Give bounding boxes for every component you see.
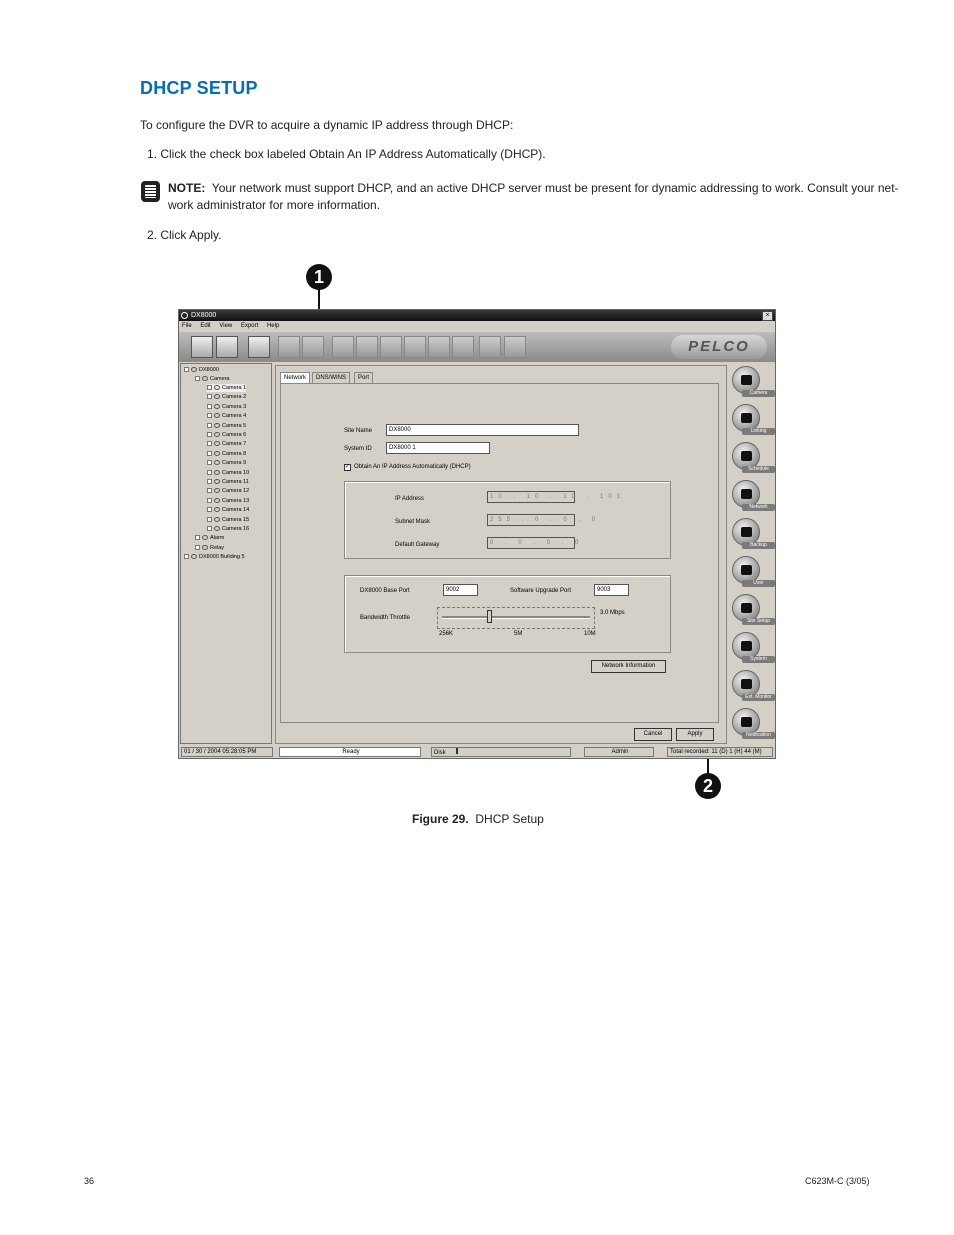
dvr-screenshot <box>178 309 776 759</box>
intro-text: To configure the DVR to acquire a dynamic IP address through DHCP: <box>140 118 514 132</box>
expand-icon <box>184 554 189 559</box>
disk-usage-bar <box>456 748 458 754</box>
expand-icon <box>207 488 212 493</box>
note-icon <box>141 181 160 202</box>
layout-5-button[interactable] <box>428 336 450 358</box>
camera-icon <box>214 517 220 522</box>
camera-group-icon <box>202 376 208 381</box>
user-category-label: User <box>742 580 775 587</box>
expand-icon <box>207 394 212 399</box>
schedule-category-label: Schedule <box>742 466 775 473</box>
tree-camera-item[interactable]: Camera 12 <box>207 487 249 495</box>
tree-building[interactable]: DX8000 Building 5 <box>184 553 245 561</box>
backup-category-label: Backup <box>742 542 775 549</box>
note-label: NOTE: <box>168 181 206 195</box>
toolbar-disabled-1[interactable] <box>278 336 300 358</box>
document-code: C623M-C (3/05) <box>805 1176 870 1186</box>
slider-track <box>442 616 590 619</box>
camera-icon <box>214 413 220 418</box>
tree-camera-item[interactable]: Camera 10 <box>207 469 249 477</box>
camera-icon <box>214 394 220 399</box>
toolbar <box>179 332 775 362</box>
tree-camera-item[interactable]: Camera 8 <box>207 450 246 458</box>
user-icon <box>741 565 752 575</box>
camera-icon <box>214 479 220 484</box>
toolbar-disabled-2[interactable] <box>302 336 324 358</box>
pelco-logo: PELCO <box>671 335 767 359</box>
system-id-label: System ID <box>344 446 372 452</box>
tree-camera-item[interactable]: Camera 2 <box>207 393 246 401</box>
notification-icon <box>741 717 752 727</box>
subnet-mask-input[interactable]: 255 . 0 . 0 . 0 <box>487 514 575 526</box>
note-line-1 <box>168 181 899 195</box>
callout-1: 1 <box>306 264 332 290</box>
expand-icon <box>207 507 212 512</box>
camera-icon <box>214 460 220 465</box>
dhcp-checkbox[interactable]: ✓ <box>345 464 351 470</box>
network-panel <box>280 383 719 723</box>
camera-icon <box>214 423 220 428</box>
slider-thumb[interactable] <box>487 610 492 623</box>
tree-camera-item[interactable]: Camera 16 <box>207 525 249 533</box>
site-setup-category-label: Site Setup <box>742 618 775 625</box>
camera-icon <box>214 432 220 437</box>
tree-camera-item[interactable]: Camera 15 <box>207 516 249 524</box>
default-gateway-label: Default Gateway <box>395 542 440 548</box>
layout-6-button[interactable] <box>452 336 474 358</box>
expand-icon <box>207 423 212 428</box>
collapse-icon <box>195 376 200 381</box>
page-number: 36 <box>84 1176 95 1186</box>
camera-category-label: Camera <box>742 390 775 397</box>
tree-relay[interactable]: Relay <box>195 544 224 552</box>
dhcp-label: Obtain An IP Address Automatically (DHCP) <box>354 464 471 470</box>
apply-button[interactable]: Apply <box>676 728 714 741</box>
expand-icon <box>207 441 212 446</box>
camera-icon <box>214 441 220 446</box>
note-text-1: Your network must support DHCP, and an active DHCP server must be present for dynamic addressing to work. Consult your net- <box>211 181 899 195</box>
expand-icon <box>207 413 212 418</box>
upgrade-port-label: Software Upgrade Port <box>510 588 572 594</box>
layout-7-button[interactable] <box>479 336 501 358</box>
setup-category-bar <box>730 363 775 743</box>
tree-camera-item[interactable]: Camera 1 <box>207 384 246 392</box>
slider-tick-mid: 5M <box>514 631 523 637</box>
base-port-input[interactable]: 9002 <box>443 584 478 596</box>
tree-camera-item[interactable]: Camera 11 <box>207 478 249 486</box>
status-datetime: 01 / 30 / 2004 05:28:05 PM <box>181 747 273 757</box>
ip-address-input[interactable]: 10 . 10 . 10 . 101 <box>487 491 575 503</box>
callout-2: 2 <box>695 773 721 799</box>
cancel-button[interactable]: Cancel <box>634 728 672 741</box>
tree-camera-item[interactable]: Camera 6 <box>207 431 246 439</box>
bandwidth-slider[interactable] <box>437 607 595 629</box>
slider-tick-min: 256K <box>439 631 454 637</box>
subnet-mask-label: Subnet Mask <box>395 519 431 525</box>
setup-main-area <box>275 365 727 744</box>
menu-bar <box>179 321 775 331</box>
menu-help[interactable]: Help <box>266 323 280 329</box>
network-category-label: Network <box>742 504 775 511</box>
camera-icon <box>214 404 220 409</box>
upgrade-port-input[interactable]: 9003 <box>594 584 629 596</box>
site-name-input[interactable]: DX8000 <box>386 424 579 436</box>
backup-icon <box>741 527 752 537</box>
slider-tick-max: 10M <box>584 631 596 637</box>
menu-export[interactable]: Export <box>240 323 259 329</box>
tab-port[interactable]: Port <box>354 372 373 384</box>
default-gateway-input[interactable]: 0 . 0 . 0 . 0 <box>487 537 575 549</box>
expand-icon <box>207 526 212 531</box>
step-1: 1. Click the check box labeled Obtain An IP Address Automatically (DHCP). <box>147 147 546 161</box>
camera-icon <box>214 488 220 493</box>
ip-address-label: IP Address <box>395 496 424 502</box>
collapse-icon <box>184 367 189 372</box>
tab-network[interactable]: Network <box>280 372 310 384</box>
site-name-label: Site Name <box>344 428 373 434</box>
close-icon[interactable]: × <box>762 311 773 321</box>
menu-file[interactable]: File <box>182 323 192 329</box>
tab-dns-wins[interactable]: DNS/WINS <box>312 372 350 384</box>
setup-tools-button[interactable] <box>248 336 270 358</box>
layout-4x4-button[interactable] <box>404 336 426 358</box>
alarm-icon <box>202 535 208 540</box>
expand-icon <box>207 404 212 409</box>
layout-2x2-button[interactable] <box>356 336 378 358</box>
tree-camera-item[interactable]: Camera 9 <box>207 459 246 467</box>
tree-alarm[interactable]: Alarm <box>195 534 224 542</box>
site-setup-icon <box>741 603 752 613</box>
bandwidth-readout: 3.0 Mbps <box>600 610 625 616</box>
status-state: Ready <box>279 747 421 757</box>
base-port-label: DX8000 Base Port <box>360 588 410 594</box>
disk-label: Disk <box>434 750 446 756</box>
caption-label: Figure 29. <box>412 812 469 826</box>
status-bar <box>179 746 775 758</box>
port-settings-group <box>344 575 671 653</box>
expand-icon <box>207 479 212 484</box>
tree-camera-item[interactable]: Camera 4 <box>207 412 246 420</box>
expand-icon <box>195 535 200 540</box>
tree-camera-item[interactable]: Camera 3 <box>207 403 246 411</box>
status-user: Admin <box>584 747 654 757</box>
layout-1x1-button[interactable] <box>332 336 354 358</box>
page-heading: DHCP SETUP <box>140 78 258 98</box>
expand-icon <box>207 385 212 390</box>
tree-camera-item[interactable]: Camera 5 <box>207 422 246 430</box>
camera-icon <box>214 451 220 456</box>
camera-icon <box>214 498 220 503</box>
tree-camera-item[interactable]: Camera 14 <box>207 506 249 514</box>
app-logo-icon <box>181 312 188 319</box>
window-titlebar <box>179 310 775 321</box>
menu-view[interactable]: View <box>219 323 233 329</box>
system-id-input[interactable]: DX8000 1 <box>386 442 490 454</box>
dvr-icon <box>191 554 197 559</box>
ext-monitor-icon <box>741 679 752 689</box>
network-icon <box>741 489 752 499</box>
caption-text: DHCP Setup <box>475 812 544 826</box>
tree-camera-item[interactable]: Camera 7 <box>207 440 246 448</box>
status-recorded: Total recorded: 11 (D) 1 (H) 44 (M) <box>667 747 773 757</box>
camera-icon <box>214 526 220 531</box>
expand-icon <box>195 545 200 550</box>
tree-root[interactable]: DX8000 <box>184 366 219 374</box>
relay-icon <box>202 545 208 550</box>
dvr-icon <box>191 367 197 372</box>
expand-icon <box>207 498 212 503</box>
menu-edit[interactable]: Edit <box>200 323 211 329</box>
expand-icon <box>207 517 212 522</box>
search-button[interactable] <box>216 336 238 358</box>
tree-camera-item[interactable]: Camera 13 <box>207 497 249 505</box>
system-category-label: System <box>742 656 775 663</box>
tree-cameras[interactable]: Camera <box>195 375 230 383</box>
layout-3x3-button[interactable] <box>380 336 402 358</box>
status-disk <box>431 747 571 757</box>
figure-caption <box>412 812 544 826</box>
ip-settings-group <box>344 481 671 559</box>
camera-icon <box>214 507 220 512</box>
camera-icon <box>214 470 220 475</box>
expand-icon <box>207 432 212 437</box>
note-line-2: work administrator for more information. <box>168 198 381 212</box>
device-tree <box>180 363 272 744</box>
notification-category-label: Notification <box>742 732 775 739</box>
expand-icon <box>207 470 212 475</box>
camera-icon <box>741 375 752 385</box>
layout-8-button[interactable] <box>504 336 526 358</box>
live-view-button[interactable] <box>191 336 213 358</box>
camera-icon <box>214 385 220 390</box>
ext-monitor-category-label: Ext. Monitor <box>742 694 775 701</box>
linking-icon <box>741 413 752 423</box>
expand-icon <box>207 451 212 456</box>
network-information-button[interactable]: Network Information <box>591 660 666 673</box>
bandwidth-label: Bandwidth Throttle <box>360 615 410 621</box>
window-title: DX8000 <box>191 312 217 319</box>
system-icon <box>741 641 752 651</box>
linking-category-label: Linking <box>742 428 775 435</box>
schedule-icon <box>741 451 752 461</box>
step-2: 2. Click Apply. <box>147 228 222 242</box>
expand-icon <box>207 460 212 465</box>
